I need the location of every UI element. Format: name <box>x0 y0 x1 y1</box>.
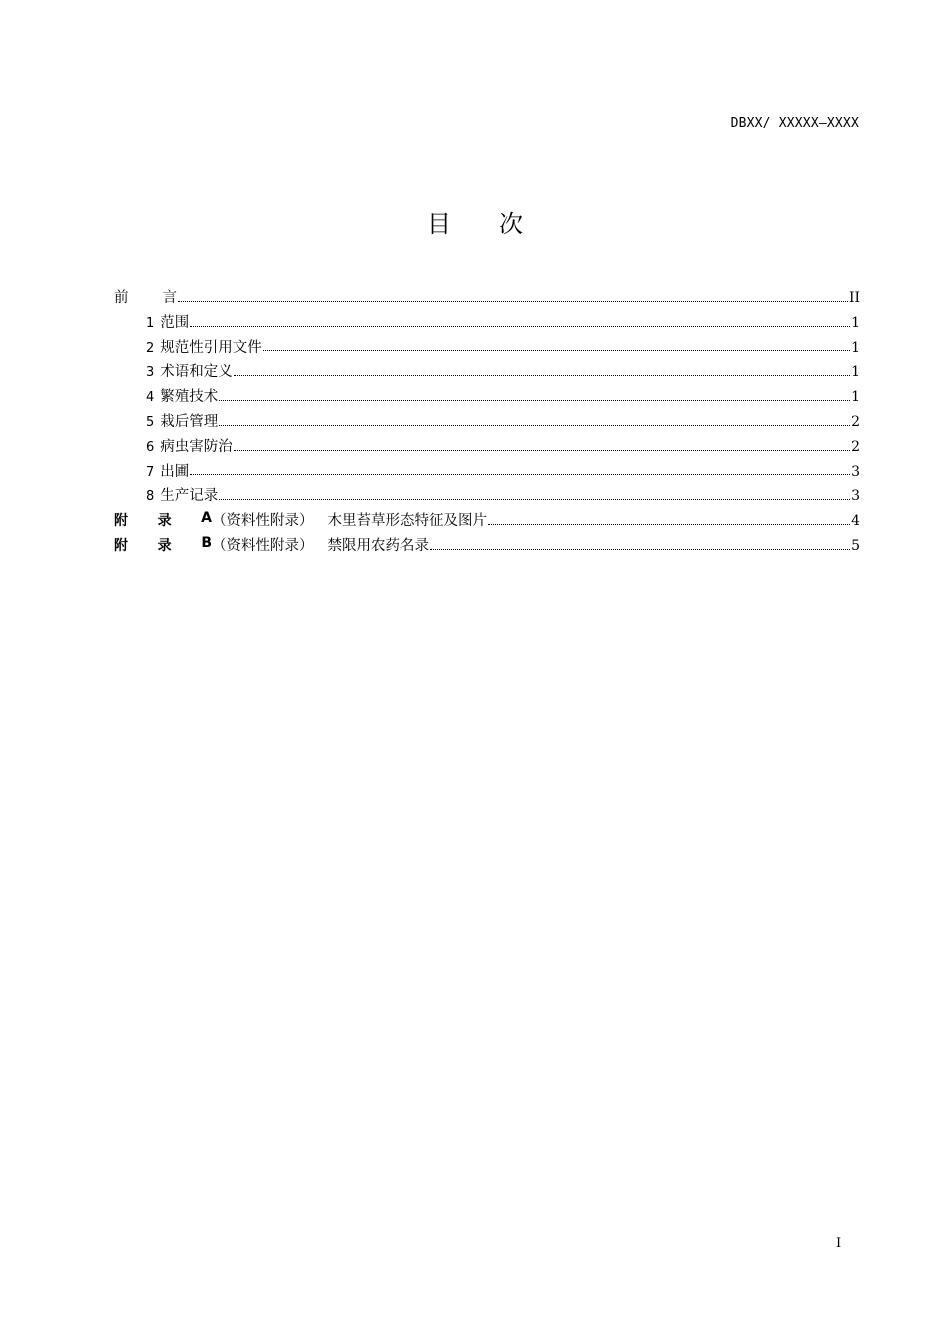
toc-entry-page: 4 <box>851 513 860 530</box>
document-code: DBXX/ XXXXX—XXXX <box>730 116 859 131</box>
toc-entry-annex-b[interactable] <box>114 534 860 559</box>
toc-title-char-2: 次 <box>499 210 571 238</box>
toc-entry-section-6[interactable] <box>114 435 860 460</box>
toc-leader-dots <box>190 325 850 327</box>
toc-leader-dots <box>190 473 850 475</box>
toc-leader-dots <box>488 523 850 525</box>
toc-entry-label: 6 病虫害防治 <box>146 438 233 455</box>
toc-entry-section-1[interactable] <box>114 311 860 336</box>
toc-entry-label: 2 规范性引用文件 <box>146 339 262 356</box>
toc-entry-section-4[interactable] <box>114 385 860 410</box>
toc-leader-dots <box>234 374 850 376</box>
toc-entry-section-8[interactable] <box>114 484 860 509</box>
toc-entry-section-3[interactable] <box>114 360 860 385</box>
toc-entry-section-2[interactable] <box>114 336 860 361</box>
toc-leader-dots <box>219 498 850 500</box>
toc-entry-page: 5 <box>851 537 860 554</box>
toc-entry-label: 1 范围 <box>146 314 190 331</box>
toc-entry-label <box>114 534 429 555</box>
toc-entry-section-5[interactable] <box>114 410 860 435</box>
table-of-contents <box>114 286 860 559</box>
annex-heading: 附 录 B <box>114 534 212 554</box>
toc-entry-label <box>114 509 487 530</box>
toc-entry-label: 8 生产记录 <box>146 488 219 505</box>
annex-heading: 附 录 A <box>114 510 212 530</box>
toc-leader-dots <box>234 449 850 451</box>
annex-title: 禁限用农药名录 <box>327 537 429 554</box>
toc-leader-dots <box>178 300 848 302</box>
toc-entry-label: 4 繁殖技术 <box>146 389 219 406</box>
toc-entry-page: 3 <box>851 488 860 505</box>
toc-entry-page: II <box>848 290 860 306</box>
page-number: I <box>836 1236 842 1251</box>
toc-entry-page: 1 <box>851 314 860 331</box>
toc-entry-page: 1 <box>851 339 860 356</box>
toc-leader-dots <box>430 548 850 550</box>
toc-title-char-1: 目 <box>427 210 499 238</box>
toc-entry-page: 2 <box>851 413 860 430</box>
toc-entry-page: 3 <box>851 463 860 480</box>
toc-leader-dots <box>263 349 850 351</box>
annex-type: （资料性附录） <box>212 513 314 530</box>
toc-entry-label: 7 出圃 <box>146 463 190 480</box>
toc-entry-page: 1 <box>851 364 860 381</box>
annex-title: 木里苔草形态特征及图片 <box>327 513 487 530</box>
toc-entry-page: 1 <box>851 389 860 406</box>
annex-type: （资料性附录） <box>212 537 314 554</box>
toc-leader-dots <box>219 399 850 401</box>
toc-entry-section-7[interactable] <box>114 460 860 485</box>
toc-entry-label: 前 言 <box>114 290 177 306</box>
toc-entry-label: 5 栽后管理 <box>146 413 219 430</box>
toc-entry-preface[interactable] <box>114 286 860 311</box>
toc-entry-label: 3 术语和定义 <box>146 364 233 381</box>
toc-leader-dots <box>219 424 850 426</box>
toc-entry-annex-a[interactable] <box>114 509 860 534</box>
toc-entry-page: 2 <box>851 438 860 455</box>
toc-title <box>0 204 950 239</box>
